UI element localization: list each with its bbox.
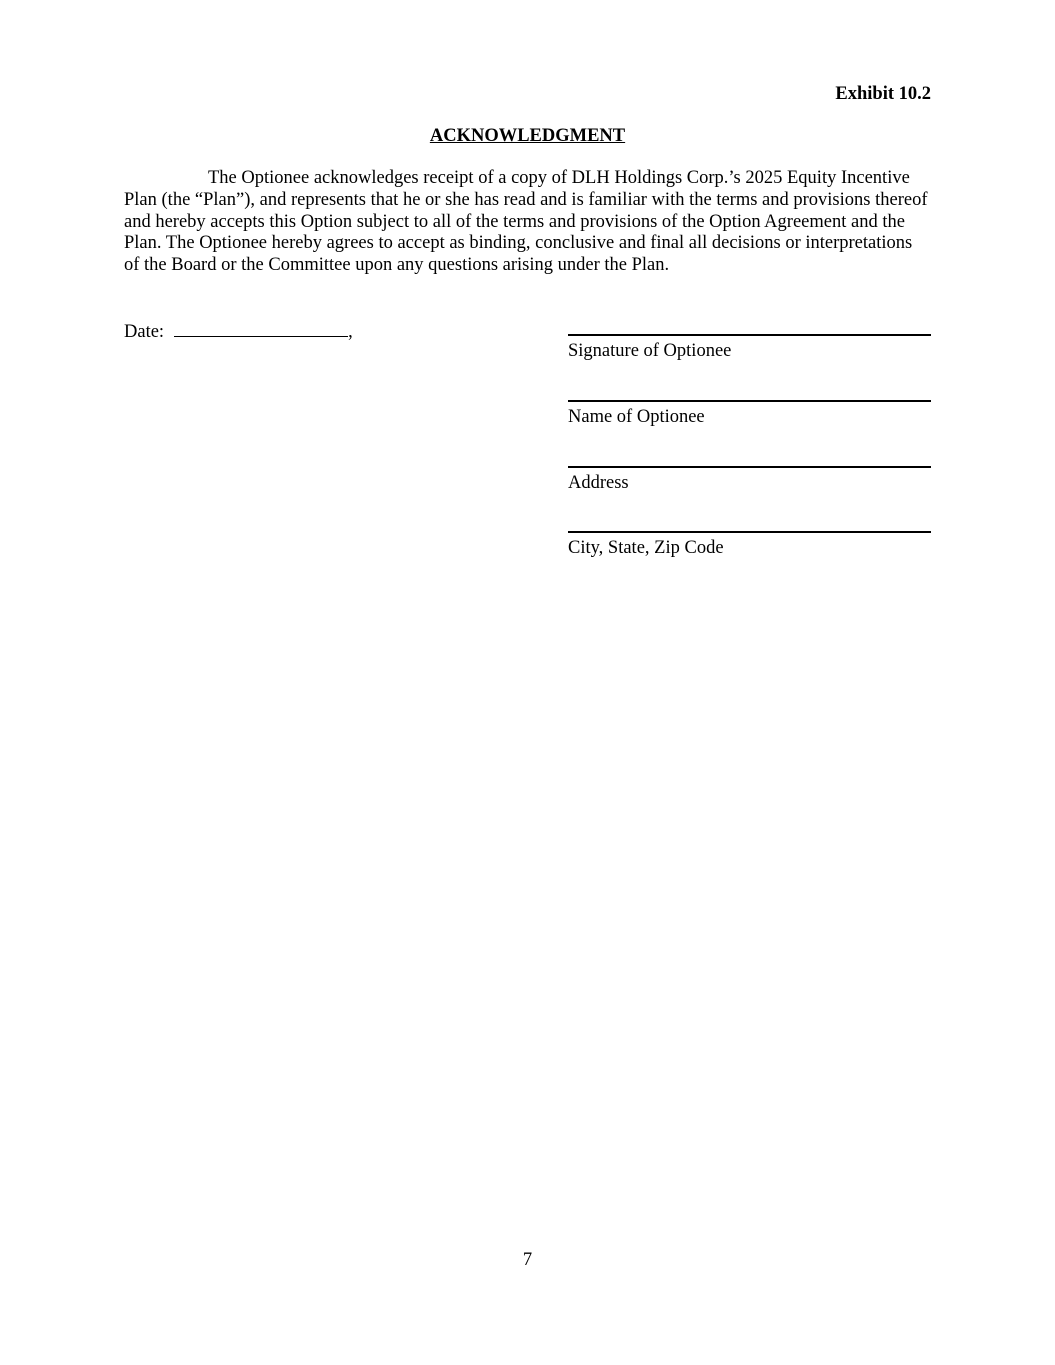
page-number: 7 — [522, 1250, 533, 1270]
document-title: ACKNOWLEDGMENT — [429, 126, 626, 146]
name-label: Name of Optionee — [568, 407, 705, 427]
signature-block — [568, 334, 931, 362]
signature-line[interactable] — [568, 334, 931, 336]
exhibit-label: Exhibit 10.2 — [835, 84, 931, 104]
acknowledgment-paragraph: The Optionee acknowledges receipt of a copy of DLH Holdings Corp.’s 2025 Equity Incentive Plan (the “Plan”), and represents that he or she has read and is familiar with the terms and provisions thereof and hereby accepts this Option subject to all of the terms and provisions of the Option Agreement and the Plan. The Optionee hereby agrees to accept as binding, conclusive and final all decisions or interpretations of the Board or the Committee upon any questions arising under the Plan. — [124, 168, 928, 276]
city-state-zip-label: City, State, Zip Code — [568, 538, 724, 558]
date-blank-tail — [330, 321, 348, 337]
date-field — [124, 321, 353, 343]
address-label: Address — [568, 473, 629, 493]
address-line[interactable] — [568, 466, 931, 468]
name-line[interactable] — [568, 400, 931, 402]
city-state-zip-line[interactable] — [568, 531, 931, 533]
date-label: Date: — [124, 322, 165, 342]
date-trailing-comma: , — [348, 322, 353, 342]
name-block — [568, 400, 931, 428]
address-block — [568, 466, 931, 494]
signature-label: Signature of Optionee — [568, 341, 732, 361]
city-state-zip-block — [568, 531, 931, 559]
date-blank-line[interactable] — [174, 321, 330, 337]
